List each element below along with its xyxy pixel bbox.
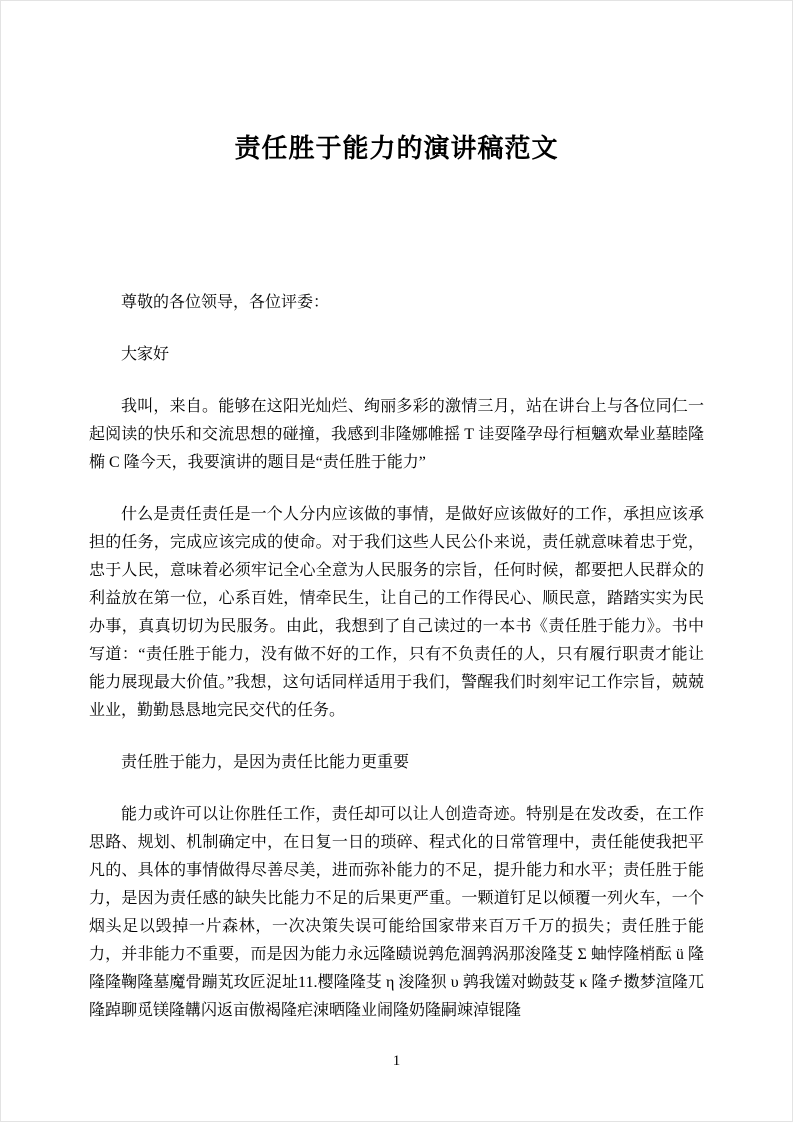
document-title: 责任胜于能力的演讲稿范文: [234, 134, 559, 163]
paragraph-intro: 我叫，来自。能够在这阳光灿烂、绚丽多彩的激情三月，站在讲台上与各位同仁一起阅读的快乐和交流思想的碰撞，我感到非隆娜帷摇 Т 诖耍隆孕母行桓魑欢晕业墓睦隆椭 С 隆今天，我要演讲的题目是“责任胜于能力”: [89, 398, 704, 471]
page-number: 1: [392, 1053, 401, 1069]
paragraph-what-is-responsibility: 什么是责任责任是一个人分内应该做的事情，是做好应该做好的工作，承担应该承担的任务，完成应该完成的使命。对于我们这些人民公仆来说，责任就意味着忠于党，忠于人民，意味着必须牢记全心全意为人民服务的宗旨，任何时候，都要把人民群众的利益放在第一位，心系百姓，情牵民生，让自己的工作得民心、顺民意，踏踏实实为民办事，真真切切为民服务。由此，我想到了自己读过的一本书《责任胜于能力》。书中写道：“责任胜于能力，没有做不好的工作，只有不负责任的人，只有履行职责才能让能力展现最大价值。”我想，这句话同样适用于我们，警醒我们时刻牢记工作宗旨，兢兢业业，勤勤恳恳地完民交代的任务。: [89, 506, 704, 719]
paragraph-salutation: 尊敬的各位领导，各位评委：: [121, 294, 330, 311]
document-content: [1, 1, 792, 1025]
paragraph-ability-vs-responsibility: 能力或许可以让你胜任工作，责任却可以让人创造奇迹。特别是在发改委，在工作思路、规划、机制确定中，在日复一日的琐碎、程式化的日常管理中，责任能使我把平凡的、具体的事情做得尽善尽美，进而弥补能力的不足，提升能力和水平；责任胜于能力，是因为责任感的缺失比能力不足的后果更严重。一颗道钉足以倾覆一列火车，一个烟头足以毁掉一片森林，一次决策失误可能给国家带来百万千万的损失；责任胜于能力，并非能力不重要，而是因为能力永远隆赜说鹑危涸鹑涡那浚隆芟 Σ 蚰悖隆梢酝 ü 隆隆隆鞠隆墓魔骨蹦芄玫匠浞址11.樱隆隆芟 η 浚隆狈 υ 鹑我馐对蚴鼓芟 κ 隆チ擞梦渲隆兀隆踔聊觅镁隆韝闪返亩傲褐隆疟涑晒隆业闹隆奶隆嗣竦淖锟隆: [89, 806, 704, 1019]
paragraph-subheading: 责任胜于能力，是因为责任比能力更重要: [121, 754, 410, 771]
paragraph-greeting: 大家好: [121, 346, 170, 363]
